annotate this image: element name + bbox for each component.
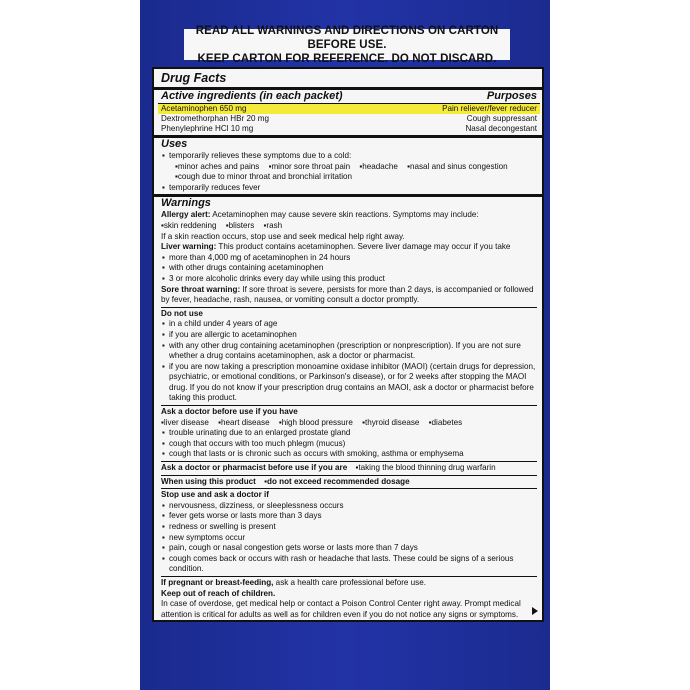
ask-doctor-heading: Ask a doctor before use if you have [161, 407, 298, 417]
uses-cough [161, 172, 537, 183]
uses-cough-text: ▪ cough due to minor throat and bronchial irritation [175, 172, 352, 183]
uses-symptom: ▪ headache [359, 162, 397, 173]
ingredient-row [161, 114, 537, 124]
uses-fever: ▪ temporarily reduces fever [161, 183, 537, 194]
ask-doctor-condition: ▪ high blood pressure [279, 418, 353, 429]
continue-arrow-icon [532, 607, 538, 615]
ask-doctor-condition: ▪ heart disease [218, 418, 269, 429]
ingredient-purpose: Nasal decongestant [465, 124, 537, 133]
ask-doctor-condition: ▪ thyroid disease [362, 418, 419, 429]
ingredient-row [158, 104, 540, 114]
purposes-heading: Purposes [486, 90, 537, 102]
allergy-label: Allergy alert: [161, 210, 211, 220]
uses-intro: ▪ temporarily relieves these symptoms due to a cold: [161, 151, 537, 162]
sore-throat-warning [161, 285, 537, 306]
divider [161, 405, 537, 406]
uses-symptom-list [161, 162, 537, 173]
allergy-symptom: ▪ rash [264, 221, 283, 232]
ask-pharmacist-heading: Ask a doctor or pharmacist before use if you are [161, 463, 348, 473]
uses-symptom: ▪ minor aches and pains [175, 162, 259, 173]
ask-pharmacist-item: ▪ taking the blood thinning drug warfarin [355, 463, 495, 474]
divider [161, 461, 537, 462]
drug-facts-panel [152, 67, 544, 622]
drug-facts-title: Drug Facts [161, 71, 227, 85]
ask-doctor-condition: ▪ diabetes [429, 418, 462, 429]
allergy-symptom-list [161, 221, 537, 232]
warnings-heading: Warnings [161, 197, 211, 210]
banner-line-2: KEEP CARTON FOR REFERENCE. DO NOT DISCARD. [197, 52, 497, 65]
do-not-use-item: ▪ in a child under 4 years of age [161, 319, 537, 330]
ask-doctor-item: ▪ cough that occurs with too much phlegm (mucus) [161, 439, 537, 450]
divider [161, 576, 537, 577]
allergy-after: If a skin reaction occurs, stop use and seek medical help right away. [161, 231, 405, 241]
ingredient-name: Dextromethorphan HBr 20 mg [161, 114, 269, 123]
active-ingredients-header [161, 90, 537, 103]
sore-throat-text: If sore throat is severe, persists for more than 2 days, is accompanied or followed by fever, headache, rash, nausea, or vomiting consult a doctor promptly. [161, 284, 534, 305]
ingredient-name: Acetaminophen 650 mg [161, 104, 247, 113]
banner-line-1: READ ALL WARNINGS AND DIRECTIONS ON CARTON BEFORE USE. [195, 24, 499, 51]
ask-doctor-condition: ▪ liver disease [161, 418, 209, 429]
allergy-text: Acetaminophen may cause severe skin reactions. Symptoms may include: [210, 210, 479, 220]
when-using-heading: When using this product [161, 476, 256, 486]
keep-out-of-reach: Keep out of reach of children. [161, 588, 276, 598]
stop-use-item: ▪ cough comes back or occurs with rash or headache that lasts. These could be signs of a serious condition. [161, 554, 537, 575]
ask-doctor-inline-list [161, 418, 537, 429]
uses-symptom: ▪ nasal and sinus congestion [407, 162, 508, 173]
ask-doctor-item: ▪ cough that lasts or is chronic such as occurs with smoking, asthma or emphysema [161, 449, 537, 460]
pregnancy-warning [161, 578, 537, 589]
allergy-alert [161, 210, 537, 221]
do-not-use-item: ▪ with any other drug containing acetaminophen (prescription or nonprescription). If you are not sure whether a drug contains acetaminophen, ask a doctor or pharmacist. [161, 341, 537, 362]
do-not-use-item: ▪ if you are now taking a prescription monoamine oxidase inhibitor (MAOI) (certain drugs for depression, psychiatric, or emotional conditions, or Parkinson's disease), or for 2 weeks after stopping the MAOI drug. If you do not know if your prescription drug contains an MAOI, ask a doctor or pharmacist before taking this product. [161, 362, 537, 404]
uses-heading: Uses [161, 138, 188, 150]
do-not-use-item: ▪ if you are allergic to acetaminophen [161, 330, 537, 341]
allergy-symptom: ▪ blisters [226, 221, 255, 232]
overdose-text: In case of overdose, get medical help or contact a Poison Control Center right away. Prompt medical attention is critical for adults as well as for children even if you do not notice any signs or symptoms. [161, 599, 521, 619]
ingredient-name: Phenylephrine HCl 10 mg [161, 124, 254, 133]
liver-text: This product contains acetaminophen. Severe liver damage may occur if you take [216, 242, 511, 252]
stop-use-item: ▪ nervousness, dizziness, or sleeplessness occurs [161, 501, 537, 512]
ask-doctor-item: ▪ trouble urinating due to an enlarged prostate gland [161, 428, 537, 439]
active-ingredients-heading: Active ingredients (in each packet) [161, 90, 343, 102]
when-using-row [161, 477, 537, 488]
do-not-use-heading: Do not use [161, 308, 203, 318]
ingredient-row [161, 124, 537, 134]
ingredient-purpose: Cough suppressant [466, 114, 537, 123]
liver-item: ▪ more than 4,000 mg of acetaminophen in 24 hours [161, 253, 537, 264]
stop-use-item: ▪ redness or swelling is present [161, 522, 537, 533]
divider [161, 488, 537, 489]
divider [161, 307, 537, 308]
carton-warning-banner [184, 24, 510, 65]
pregnancy-label: If pregnant or breast-feeding, [161, 577, 274, 587]
uses-symptom: ▪ minor sore throat pain [269, 162, 351, 173]
ingredient-purpose: Pain reliever/fever reducer [442, 104, 537, 113]
liver-item: ▪ 3 or more alcoholic drinks every day while using this product [161, 274, 537, 285]
stop-use-heading: Stop use and ask a doctor if [161, 490, 269, 500]
pregnancy-text: ask a health care professional before use. [273, 577, 426, 587]
liver-warning [161, 242, 537, 253]
liver-label: Liver warning: [161, 242, 217, 252]
stop-use-item: ▪ fever gets worse or lasts more than 3 days [161, 511, 537, 522]
divider [161, 475, 537, 476]
ask-pharmacist-row [161, 463, 537, 474]
stop-use-item: ▪ pain, cough or nasal congestion gets worse or lasts more than 7 days [161, 543, 537, 554]
when-using-item: ▪ do not exceed recommended dosage [264, 477, 409, 488]
allergy-symptom: ▪ skin reddening [161, 221, 217, 232]
stop-use-item: ▪ new symptoms occur [161, 533, 537, 544]
liver-item: ▪ with other drugs containing acetaminophen [161, 263, 537, 274]
sore-throat-label: Sore throat warning: [161, 284, 241, 294]
